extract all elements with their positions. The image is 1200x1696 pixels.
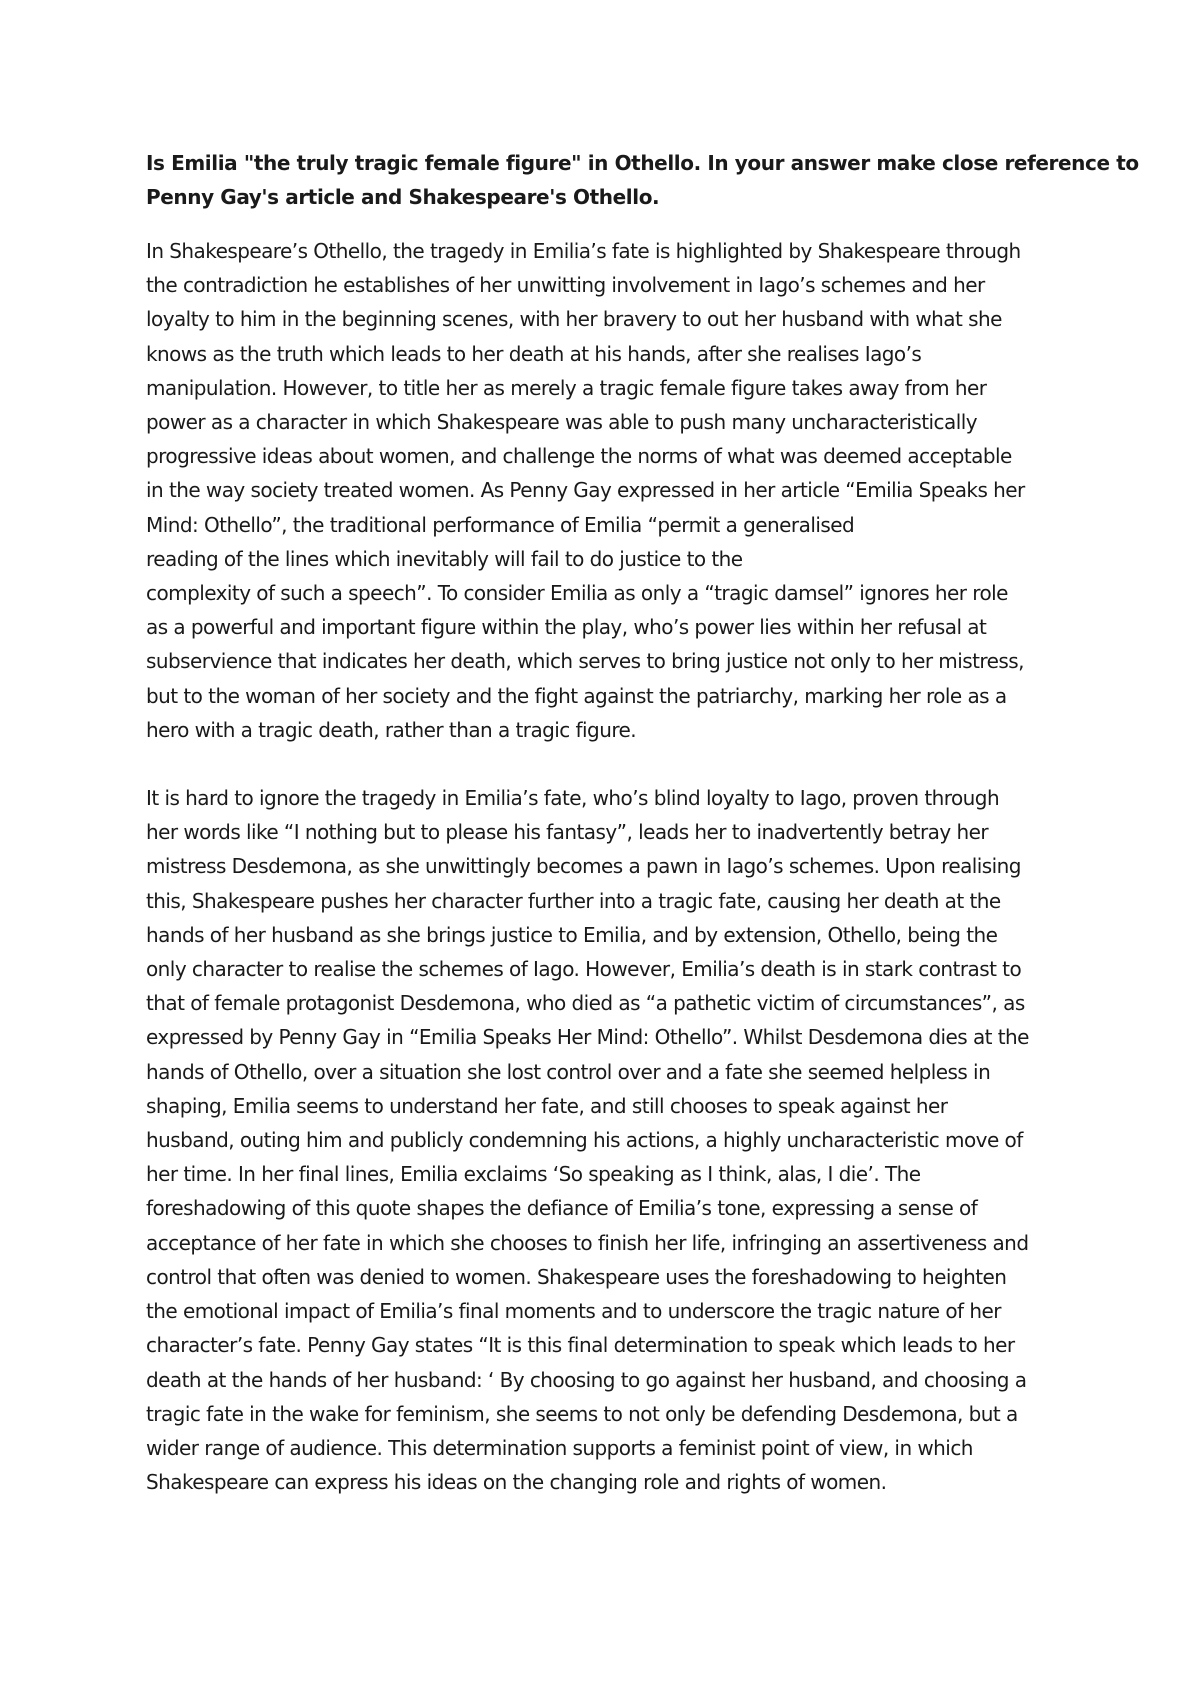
text-line: reading of the lines which inevitably will fail to do justice to the — [146, 546, 743, 571]
text-line: her time. In her final lines, Emilia exclaims ‘So speaking as I think, alas, I die’. The — [146, 1162, 921, 1187]
text-line: expressed by Penny Gay in “Emilia Speaks Her Mind: Othello”. Whilst Desdemona dies at the — [146, 1025, 1029, 1050]
text-line: It is hard to ignore the tragedy in Emilia’s fate, who’s blind loyalty to Iago, proven through — [146, 786, 1000, 811]
text-line: control that often was denied to women. Shakespeare uses the foreshadowing to heighten — [146, 1264, 1007, 1289]
text-line: mistress Desdemona, as she unwittingly becomes a pawn in Iago’s schemes. Upon realising — [146, 854, 1021, 879]
text-line: hands of her husband as she brings justice to Emilia, and by extension, Othello, being the — [146, 922, 998, 947]
text-line: husband, outing him and publicly condemning his actions, a highly uncharacteristic move of — [146, 1128, 1023, 1153]
text-line: only character to realise the schemes of Iago. However, Emilia’s death is in stark contrast to — [146, 957, 1022, 982]
text-line: in the way society treated women. As Penny Gay expressed in her article “Emilia Speaks her — [146, 478, 1025, 503]
text-line: death at the hands of her husband: ‘ By choosing to go against her husband, and choosing a — [146, 1367, 1027, 1392]
text-line: power as a character in which Shakespeare was able to push many uncharacteristically — [146, 410, 978, 435]
text-line: hands of Othello, over a situation she lost control over and a fate she seemed helpless in — [146, 1059, 991, 1084]
heading-line: Penny Gay's article and Shakespeare's Othello. — [146, 185, 660, 209]
text-line: Mind: Othello”, the traditional performance of Emilia “permit a generalised — [146, 512, 855, 537]
essay-question-heading — [146, 146, 1139, 214]
text-line: knows as the truth which leads to her death at his hands, after she realises Iago’s — [146, 341, 922, 366]
text-line: but to the woman of her society and the fight against the patriarchy, marking her role as a — [146, 683, 1007, 708]
text-line: complexity of such a speech”. To consider Emilia as only a “tragic damsel” ignores her role — [146, 581, 1008, 606]
text-line: character’s fate. Penny Gay states “It is this final determination to speak which leads to her — [146, 1333, 1015, 1358]
text-line: the emotional impact of Emilia’s final moments and to underscore the tragic nature of her — [146, 1299, 1001, 1324]
text-line: manipulation. However, to title her as merely a tragic female figure takes away from her — [146, 375, 987, 400]
text-line: tragic fate in the wake for feminism, she seems to not only be defending Desdemona, but a — [146, 1401, 1018, 1426]
text-line: In Shakespeare’s Othello, the tragedy in Emilia’s fate is highlighted by Shakespeare through — [146, 239, 1021, 263]
text-line: loyalty to him in the beginning scenes, with her bravery to out her husband with what she — [146, 307, 1002, 332]
essay-paragraph-1 — [146, 234, 1066, 747]
text-line: hero with a tragic death, rather than a tragic figure. — [146, 717, 637, 742]
text-line: foreshadowing of this quote shapes the defiance of Emilia’s tone, expressing a sense of — [146, 1196, 978, 1221]
heading-line: Is Emilia "the truly tragic female figure" in Othello. In your answer make close reference to — [146, 151, 1139, 175]
text-line: the contradiction he establishes of her unwitting involvement in Iago’s schemes and her — [146, 273, 985, 298]
text-line: wider range of audience. This determination supports a feminist point of view, in which — [146, 1435, 973, 1460]
text-line: shaping, Emilia seems to understand her fate, and still chooses to speak against her — [146, 1093, 948, 1118]
essay-paragraph-2 — [146, 781, 1066, 1499]
document-body — [146, 146, 1139, 1533]
text-line: as a powerful and important figure within the play, who’s power lies within her refusal at — [146, 615, 987, 640]
text-line: acceptance of her fate in which she chooses to finish her life, infringing an assertiveness and — [146, 1230, 1029, 1255]
text-line: Shakespeare can express his ideas on the changing role and rights of women. — [146, 1470, 887, 1495]
text-line: that of female protagonist Desdemona, who died as “a pathetic victim of circumstances”, as — [146, 991, 1025, 1016]
text-line: this, Shakespeare pushes her character further into a tragic fate, causing her death at the — [146, 888, 1001, 913]
text-line: progressive ideas about women, and challenge the norms of what was deemed acceptable — [146, 444, 1012, 469]
text-line: her words like “I nothing but to please his fantasy”, leads her to inadvertently betray her — [146, 820, 989, 845]
text-line: subservience that indicates her death, which serves to bring justice not only to her mistress, — [146, 649, 1024, 674]
